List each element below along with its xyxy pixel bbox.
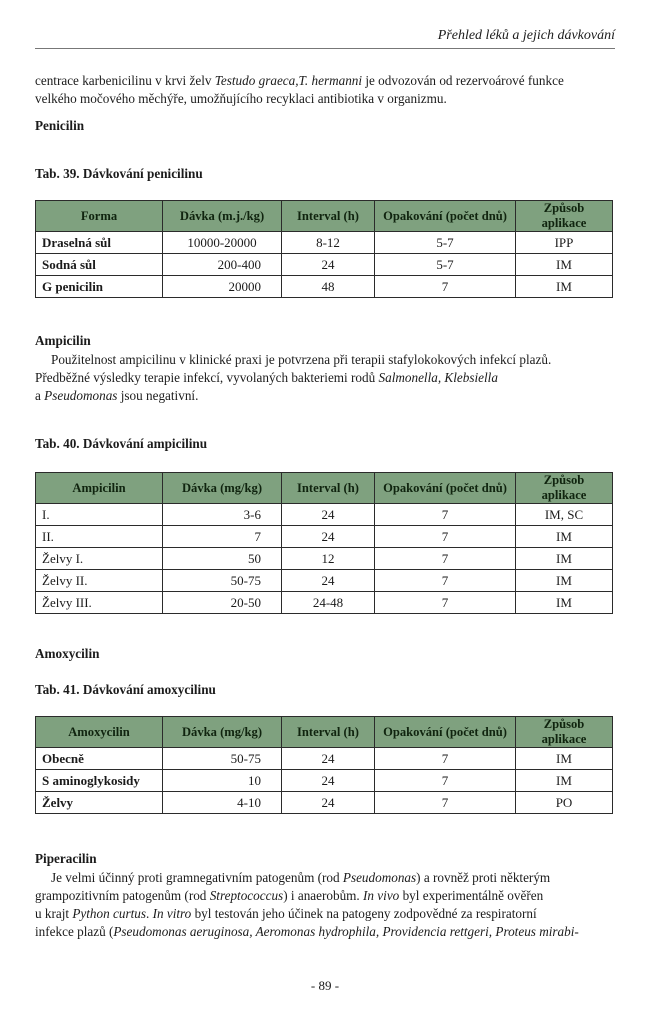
table-row [36,748,613,770]
page-number: - 89 - [310,978,340,993]
section-heading-penicilin: Penicilin [35,118,85,133]
species-name: Testudo graeca,T. hermanni [214,73,363,88]
species-list: Pseudomonas aeruginosa, Aeromonas hydrophila, Providencia rettgeri, Proteus mirabi- [113,924,579,939]
running-head: Přehled léků a jejich dávkování [35,28,615,49]
table-cell: Želvy II. [36,570,163,592]
table-cell: 24 [282,748,375,770]
table-cell: 7 [375,276,516,298]
table-cell: Draselná sůl [36,232,163,254]
body-text: Je velmi účinný proti gramnegativním patogenům (rod [51,870,343,885]
table-cell: IM [516,526,613,548]
table-header-row [36,201,613,232]
table-cell: 7 [375,570,516,592]
table-amoxycilin [35,716,613,814]
body-text: . [145,906,153,921]
table-cell: Želvy I. [36,548,163,570]
intro-text: centrace karbenicilinu v krvi želv [35,73,215,88]
ampicilin-paragraph [35,351,613,405]
column-header: Dávka (mg/kg) [163,473,282,504]
table-cell: 24-48 [282,592,375,614]
table-cell: G penicilin [36,276,163,298]
table-cell: IM [516,770,613,792]
column-header: Způsob aplikace [516,717,613,748]
table-row [36,276,613,298]
table-cell: 24 [282,792,375,814]
table-header-row [36,473,613,504]
table-cell: IM [516,548,613,570]
body-text: jsou negativní. [117,388,199,403]
body-text: byl experimentálně ověřen [399,888,544,903]
table-cell: Sodná sůl [36,254,163,276]
table-cell: S aminoglykosidy [36,770,163,792]
table-cell: 7 [375,504,516,526]
table-row [36,504,613,526]
table-cell: 7 [375,748,516,770]
table-row [36,792,613,814]
table-cell: IM [516,592,613,614]
table-cell: 10 [163,770,282,792]
table-cell: 10000-20000 [163,232,282,254]
table-cell: IPP [516,232,613,254]
table-cell: 7 [375,770,516,792]
table-cell: 50-75 [163,570,282,592]
table-cell: 5-7 [375,232,516,254]
table-cell: 7 [375,792,516,814]
table-cell: 20-50 [163,592,282,614]
column-header: Opakování (počet dnů) [375,473,516,504]
column-header: Způsob aplikace [516,201,613,232]
intro-text: velkého močového měchýře, umožňujícího recyklaci antibiotika v organizmu. [35,91,447,106]
table-penicilin [35,200,613,298]
table-cell: IM, SC [516,504,613,526]
table-cell: 5-7 [375,254,516,276]
table-cell: PO [516,792,613,814]
body-text: a [35,388,45,403]
table-cell: 7 [375,548,516,570]
table-cell: 48 [282,276,375,298]
table-row [36,770,613,792]
table-cell: 8-12 [282,232,375,254]
table-row [36,254,613,276]
genus-name: Pseudomonas [342,870,417,885]
body-text: byl testován jeho účinek na patogeny zodpovědné za respiratorní [191,906,537,921]
table-cell: 24 [282,570,375,592]
genus-name: Pseudomonas [44,388,118,403]
table-ampicilin [35,472,613,614]
column-header: Interval (h) [282,473,375,504]
body-text: infekce plazů ( [35,924,114,939]
intro-text: je odvozován od rezervoárové funkce [362,73,564,88]
table-cell: II. [36,526,163,548]
column-header: Forma [36,201,163,232]
section-heading-piperacilin: Piperacilin [35,851,97,866]
column-header: Ampicilin [36,473,163,504]
table-cell: IM [516,276,613,298]
table-row [36,570,613,592]
section-heading-ampicilin: Ampicilin [35,333,91,348]
table-row [36,526,613,548]
column-header: Dávka (m.j./kg) [163,201,282,232]
table-row [36,232,613,254]
table-row [36,592,613,614]
table-cell: 7 [375,526,516,548]
table-cell: I. [36,504,163,526]
table-caption-41: Tab. 41. Dávkování amoxycilinu [35,682,216,697]
column-header: Amoxycilin [36,717,163,748]
table-cell: 200-400 [163,254,282,276]
table-caption-39: Tab. 39. Dávkování penicilinu [35,166,203,181]
table-cell: 24 [282,770,375,792]
body-text: grampozitivním patogenům (rod [35,888,210,903]
table-cell: IM [516,254,613,276]
table-cell: 3-6 [163,504,282,526]
table-cell: 24 [282,254,375,276]
column-header: Dávka (mg/kg) [163,717,282,748]
table-cell: 24 [282,526,375,548]
table-caption-40: Tab. 40. Dávkování ampicilinu [35,436,208,451]
piperacilin-paragraph [35,869,613,941]
section-heading-amoxycilin: Amoxycilin [35,646,100,661]
column-header: Interval (h) [282,201,375,232]
latin-term: In vitro [152,906,192,921]
intro-paragraph [35,72,613,108]
table-cell: 24 [282,504,375,526]
table-cell: 12 [282,548,375,570]
table-cell: Želvy [36,792,163,814]
table-cell: 7 [375,592,516,614]
species-name: Python curtus [72,906,146,921]
body-text: ) i anaerobům. [283,888,364,903]
table-cell: 7 [163,526,282,548]
table-cell: Obecně [36,748,163,770]
genus-name: Streptococcus [209,888,284,903]
latin-term: In vivo [363,888,400,903]
column-header: Opakování (počet dnů) [375,201,516,232]
table-cell: 50-75 [163,748,282,770]
table-cell: 50 [163,548,282,570]
table-cell: 20000 [163,276,282,298]
body-text: Použitelnost ampicilinu v klinické praxi je potvrzena při terapii stafylokokových infekcí plazů. [51,352,552,367]
body-text: Předběžné výsledky terapie infekcí, vyvolaných bakteriemi rodů [35,370,379,385]
table-row [36,548,613,570]
column-header: Opakování (počet dnů) [375,717,516,748]
table-cell: IM [516,748,613,770]
table-cell: IM [516,570,613,592]
table-header-row [36,717,613,748]
body-text: u krajt [35,906,73,921]
column-header: Interval (h) [282,717,375,748]
table-cell: 4-10 [163,792,282,814]
column-header: Způsob aplikace [516,473,613,504]
body-text: ) a rovněž proti některým [416,870,551,885]
table-cell: Želvy III. [36,592,163,614]
genus-name: Salmonella, Klebsiella [378,370,498,385]
